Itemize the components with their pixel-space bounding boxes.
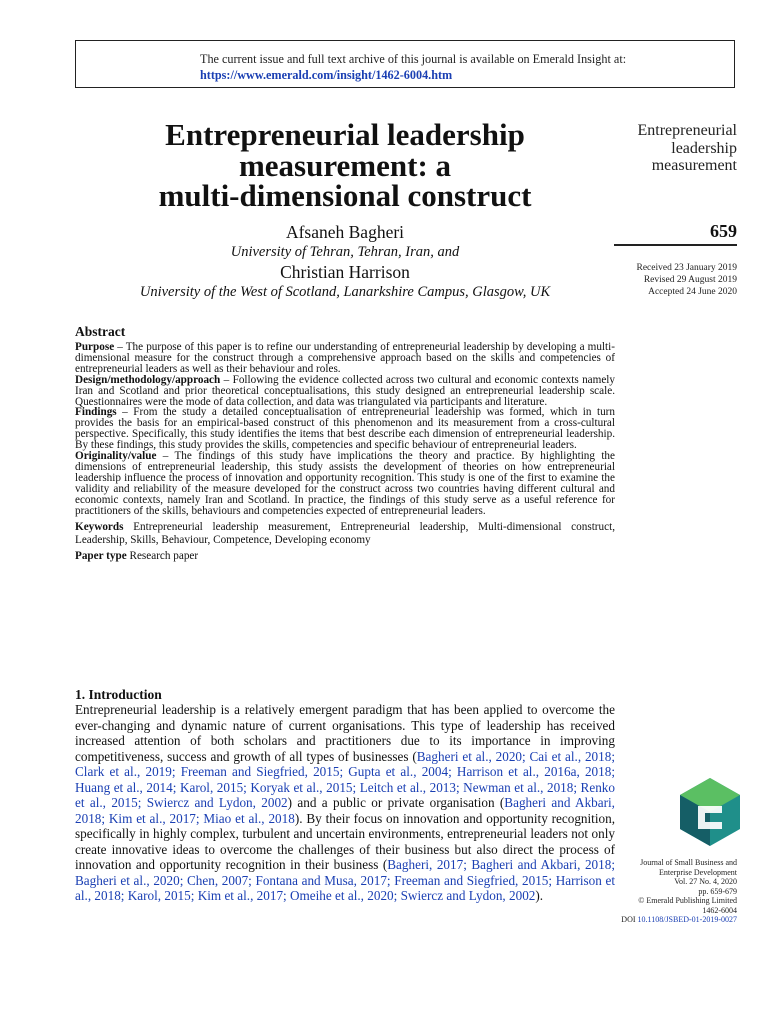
- running-title: [638, 122, 738, 175]
- journal-info: [621, 858, 737, 925]
- abstract-heading: Abstract: [75, 324, 126, 339]
- introduction-heading: 1. Introduction: [75, 687, 162, 702]
- design-text: – Following the evidence collected across two cultural and economic contexts namely Iran and Scotland and prior theoretical conceptualisations, this study designed an entrepreneurial leadership scale. Questionnaires were the mode of data collection, and data was triangulated via participants and literature.: [75, 373, 615, 408]
- citation-link[interactable]: Bagheri and Akbari, 2018; Kim et al., 2017; Miao et al., 2018: [75, 795, 615, 826]
- abstract-findings: [75, 407, 615, 451]
- paper-type: [75, 551, 615, 562]
- originality-text: – The findings of this study have implications the theory and practice. By highlighting the dimensions of entrepreneurial leadership, this study assists the development of theories on how entrepreneurial leadership influence the process of innovation and opportunity recognition. This study is one of the first to examine the validity and reliability of the measure developed for the construct across two countries having different cultural and economic contexts, namely Iran and Scotland. In practice, the findings of this study serve as a useful reference for practitioners of the skills, behaviours and competencies expected of entrepreneurial leaders.: [75, 450, 615, 517]
- author-block: [90, 222, 600, 302]
- citation-link[interactable]: Bagheri et al., 2020; Cai et al., 2018; Clark et al., 2019; Freeman and Siegfried, 2015; Gupta et al., 2004; Harrison et al., 2016a, 2018; Huang et al., 2014; Karol, 2015; Koryak et al., 2015; Leitch et al., 2013; Newman et al., 2018; Renko et al., 2015; Swiercz and Lydon, 2002: [75, 748, 615, 810]
- title-line: multi-dimensional construct: [158, 178, 532, 213]
- divider: [614, 244, 737, 246]
- journal-access-box: [75, 40, 735, 88]
- introduction-section: [75, 688, 615, 904]
- author-name: Christian Harrison: [280, 262, 410, 282]
- body-text: Entrepreneurial leadership is a relatively emergent paradigm that has been applied to overcome the ever-changing and dynamic nature of current organisations. This type of leadership has received increased attention of both scholars and practitioners due to its importance in improving competitiveness, success and growth of all types of businesses (: [75, 702, 615, 764]
- author-name: Afsaneh Bagheri: [285, 222, 405, 242]
- issn: 1462-6004: [702, 905, 737, 915]
- access-notice: The current issue and full text archive of this journal is available on Emerald Insight at:: [200, 52, 627, 66]
- submission-dates: [636, 262, 737, 298]
- purpose-label: Purpose: [75, 341, 115, 353]
- doi-link[interactable]: 10.1108/JSBED-01-2019-0027: [637, 915, 737, 924]
- paper-type-label: Paper type: [75, 549, 127, 562]
- doi: [621, 915, 737, 925]
- journal-name: Enterprise Development: [659, 867, 737, 877]
- author-affiliation: University of the West of Scotland, Lanarkshire Campus, Glasgow, UK: [139, 284, 551, 300]
- introduction-paragraph: [75, 702, 615, 904]
- body-text: ) and a public or private organisation (: [287, 795, 505, 810]
- running-title-line: Entrepreneurial: [637, 122, 737, 139]
- journal-url-link[interactable]: https://www.emerald.com/insight/1462-6004.htm: [200, 68, 453, 82]
- findings-label: Findings: [75, 406, 117, 419]
- purpose-text: – The purpose of this paper is to refine our understanding of entrepreneurial leadership by developing a multi-dimensional measure for the construct through a comprehensive approach based on the skills and competencies of entrepreneurial leaders as well as their behaviour and roles.: [75, 341, 615, 375]
- citation-link[interactable]: Bagheri, 2017; Bagheri and Akbari, 2018; Bagheri et al., 2020; Chen, 2007; Fontana and Musa, 2017; Freeman and Siegfried, 2015; Harrison et al., 2018; Karol, 2015; Kim et al., 2017; Omeihe et al., 2020; Swiercz and Lydon, 2002: [75, 857, 615, 903]
- revised-date: Revised 29 August 2019: [643, 275, 737, 285]
- page-number: 659: [710, 221, 737, 241]
- abstract-purpose: [75, 342, 615, 375]
- abstract-originality: [75, 451, 615, 516]
- paper-title: [100, 117, 590, 213]
- keywords-text: Entrepreneurial leadership measurement, Entrepreneurial leadership, Multi-dimensional construct, Leadership, Skills, Behaviour, Competence, Developing economy: [75, 520, 615, 546]
- title-line: Entrepreneurial leadership: [165, 117, 525, 152]
- journal-pages: pp. 659-679: [698, 886, 737, 896]
- design-label: Design/methodology/approach: [75, 373, 221, 386]
- title-line: measurement: a: [238, 147, 452, 183]
- doi-label: DOI: [621, 915, 638, 924]
- journal-volume: Vol. 27 No. 4, 2020: [674, 877, 737, 886]
- keywords: [75, 521, 615, 547]
- body-text: ).: [535, 888, 544, 903]
- paper-type-text: Research paper: [126, 549, 199, 562]
- abstract-design: [75, 375, 615, 408]
- findings-text: – From the study a detailed conceptualisation of entrepreneurial leadership was formed, which in turn provides the basis for an empirical-based construct of this phenomenon and its measurement from a cross-cultural perspective. Specifically, this study identifies the items that best describe each dimension of entrepreneurial leadership. By these findings, this study provides the skills, competencies and specific behaviour of entrepreneurial leaders.: [75, 406, 615, 452]
- received-date: Received 23 January 2019: [636, 263, 737, 273]
- running-title-line: leadership: [671, 139, 737, 157]
- journal-name: Journal of Small Business and: [640, 858, 737, 867]
- abstract-section: [75, 325, 615, 561]
- emerald-logo-icon: [678, 776, 742, 848]
- keywords-label: Keywords: [75, 520, 124, 533]
- body-text: ). By their focus on innovation and opportunity recognition, specifically in highly complex, turbulent and uncertain environments, entrepreneurial leaders not only create innovative ideas to overcome the challenges of their business but also direct the process of innovation and opportunity recognition in their business (: [75, 810, 615, 872]
- running-title-line: measurement: [651, 157, 737, 174]
- author-affiliation: University of Tehran, Tehran, Iran, and: [230, 244, 460, 260]
- accepted-date: Accepted 24 June 2020: [648, 287, 737, 297]
- originality-label: Originality/value: [75, 450, 157, 463]
- copyright: © Emerald Publishing Limited: [638, 896, 737, 905]
